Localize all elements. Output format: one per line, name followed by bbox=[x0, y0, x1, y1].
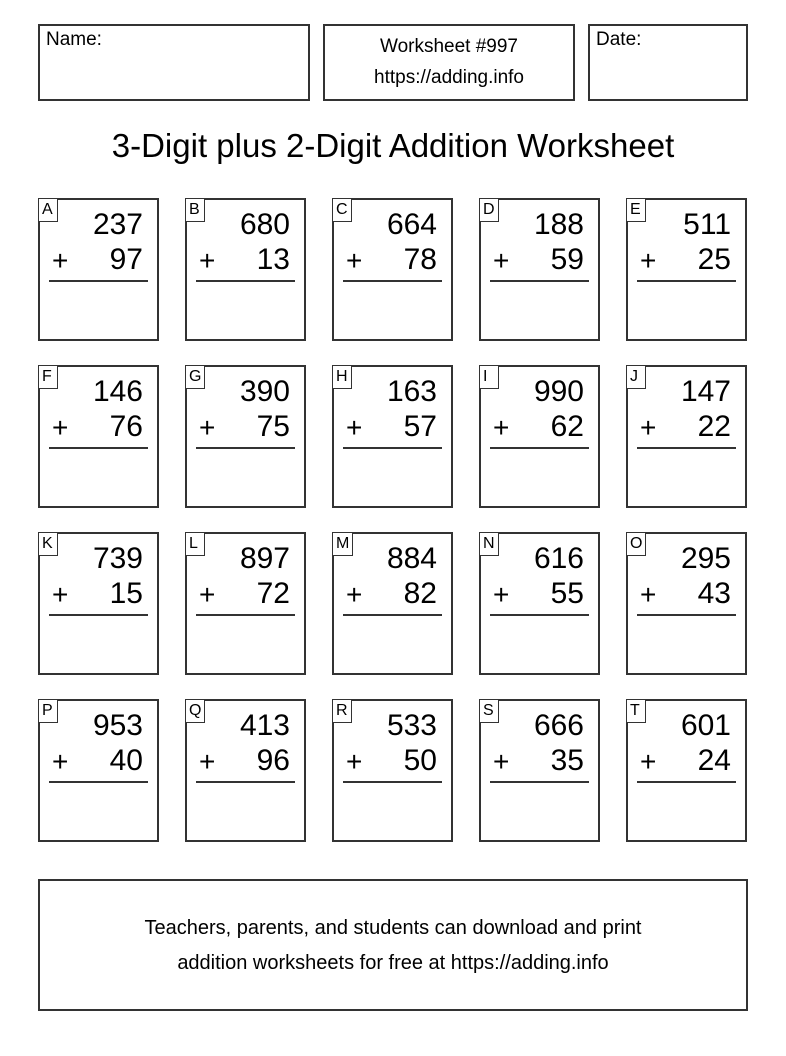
sum-line bbox=[637, 614, 736, 616]
footer-line-1: Teachers, parents, and students can download and print bbox=[144, 917, 642, 939]
addend-top: 953 bbox=[92, 709, 143, 742]
plus-sign: + bbox=[346, 245, 363, 276]
plus-sign: + bbox=[52, 412, 69, 443]
footer-note bbox=[38, 879, 748, 1011]
problem-b bbox=[185, 198, 306, 341]
addend-bottom: 62 bbox=[550, 410, 584, 443]
addend-bottom: 72 bbox=[256, 577, 290, 610]
problem-letter: G bbox=[185, 365, 205, 389]
plus-sign: + bbox=[493, 412, 510, 443]
sum-line bbox=[49, 280, 148, 282]
addend-bottom: 59 bbox=[550, 243, 584, 276]
addend-top: 511 bbox=[683, 208, 731, 241]
addend-top: 739 bbox=[92, 542, 143, 575]
problem-grid bbox=[38, 198, 748, 842]
addend-bottom: 22 bbox=[697, 410, 731, 443]
plus-sign: + bbox=[493, 746, 510, 777]
problem-j bbox=[626, 365, 747, 508]
date-label: Date: bbox=[596, 29, 642, 50]
sum-line bbox=[49, 447, 148, 449]
problem-letter: Q bbox=[185, 699, 205, 723]
problem-letter: A bbox=[38, 198, 58, 222]
problem-letter: T bbox=[626, 699, 646, 723]
problem-c bbox=[332, 198, 453, 341]
problem-s bbox=[479, 699, 600, 842]
footer-line-2: addition worksheets for free at https://adding.info bbox=[177, 952, 609, 974]
sum-line bbox=[49, 781, 148, 783]
plus-sign: + bbox=[640, 412, 657, 443]
sum-line bbox=[343, 447, 442, 449]
addend-bottom: 75 bbox=[256, 410, 290, 443]
problem-letter: K bbox=[38, 532, 58, 556]
problem-letter: R bbox=[332, 699, 352, 723]
addend-top: 163 bbox=[386, 375, 437, 408]
addend-bottom: 97 bbox=[109, 243, 143, 276]
plus-sign: + bbox=[493, 579, 510, 610]
addend-top: 616 bbox=[533, 542, 584, 575]
addend-top: 884 bbox=[386, 542, 437, 575]
addend-bottom: 15 bbox=[109, 577, 143, 610]
worksheet-url: https://adding.info bbox=[374, 67, 524, 88]
sum-line bbox=[196, 781, 295, 783]
plus-sign: + bbox=[346, 746, 363, 777]
plus-sign: + bbox=[199, 579, 216, 610]
addend-top: 147 bbox=[680, 375, 731, 408]
problem-letter: M bbox=[332, 532, 353, 556]
problem-h bbox=[332, 365, 453, 508]
worksheet-info-box bbox=[323, 24, 575, 101]
addend-top: 237 bbox=[92, 208, 143, 241]
problem-letter: L bbox=[185, 532, 205, 556]
plus-sign: + bbox=[199, 746, 216, 777]
sum-line bbox=[490, 781, 589, 783]
addend-top: 601 bbox=[680, 709, 731, 742]
addend-top: 295 bbox=[680, 542, 731, 575]
problem-letter: P bbox=[38, 699, 58, 723]
addend-bottom: 35 bbox=[550, 744, 584, 777]
addend-bottom: 13 bbox=[256, 243, 290, 276]
problem-l bbox=[185, 532, 306, 675]
sum-line bbox=[196, 280, 295, 282]
problem-e bbox=[626, 198, 747, 341]
addend-top: 990 bbox=[533, 375, 584, 408]
addend-top: 680 bbox=[239, 208, 290, 241]
sum-line bbox=[490, 280, 589, 282]
problem-p bbox=[38, 699, 159, 842]
problem-letter: D bbox=[479, 198, 499, 222]
name-label: Name: bbox=[46, 29, 102, 50]
sum-line bbox=[196, 447, 295, 449]
addend-top: 533 bbox=[386, 709, 437, 742]
addend-top: 664 bbox=[386, 208, 437, 241]
problem-q bbox=[185, 699, 306, 842]
plus-sign: + bbox=[52, 746, 69, 777]
problem-n bbox=[479, 532, 600, 675]
addend-bottom: 24 bbox=[697, 744, 731, 777]
name-field-box[interactable] bbox=[38, 24, 310, 101]
sum-line bbox=[343, 614, 442, 616]
sum-line bbox=[637, 781, 736, 783]
worksheet-number: Worksheet #997 bbox=[379, 36, 518, 57]
addend-top: 413 bbox=[239, 709, 290, 742]
problem-r bbox=[332, 699, 453, 842]
sum-line bbox=[343, 781, 442, 783]
addend-top: 146 bbox=[92, 375, 143, 408]
plus-sign: + bbox=[199, 412, 216, 443]
addend-top: 390 bbox=[239, 375, 290, 408]
problem-f bbox=[38, 365, 159, 508]
plus-sign: + bbox=[52, 579, 69, 610]
problem-i bbox=[479, 365, 600, 508]
problem-letter: N bbox=[479, 532, 499, 556]
addend-top: 188 bbox=[533, 208, 584, 241]
plus-sign: + bbox=[640, 746, 657, 777]
problem-letter: B bbox=[185, 198, 205, 222]
addend-bottom: 82 bbox=[403, 577, 437, 610]
problem-a bbox=[38, 198, 159, 341]
addend-bottom: 43 bbox=[697, 577, 731, 610]
sum-line bbox=[49, 614, 148, 616]
problem-letter: H bbox=[332, 365, 352, 389]
problem-k bbox=[38, 532, 159, 675]
problem-letter: I bbox=[479, 365, 499, 389]
sum-line bbox=[637, 447, 736, 449]
problem-t bbox=[626, 699, 747, 842]
sum-line bbox=[196, 614, 295, 616]
problem-letter: C bbox=[332, 198, 352, 222]
problem-d bbox=[479, 198, 600, 341]
plus-sign: + bbox=[346, 412, 363, 443]
plus-sign: + bbox=[346, 579, 363, 610]
plus-sign: + bbox=[640, 579, 657, 610]
plus-sign: + bbox=[493, 245, 510, 276]
addend-bottom: 50 bbox=[403, 744, 437, 777]
sum-line bbox=[637, 280, 736, 282]
plus-sign: + bbox=[640, 245, 657, 276]
date-field-box[interactable] bbox=[588, 24, 748, 101]
addend-bottom: 96 bbox=[256, 744, 290, 777]
sum-line bbox=[490, 614, 589, 616]
addend-bottom: 25 bbox=[697, 243, 731, 276]
problem-g bbox=[185, 365, 306, 508]
problem-letter: S bbox=[479, 699, 499, 723]
plus-sign: + bbox=[52, 245, 69, 276]
addend-bottom: 78 bbox=[403, 243, 437, 276]
problem-letter: O bbox=[626, 532, 646, 556]
problem-letter: J bbox=[626, 365, 646, 389]
page-title: 3-Digit plus 2-Digit Addition Worksheet bbox=[111, 127, 675, 164]
sum-line bbox=[343, 280, 442, 282]
problem-o bbox=[626, 532, 747, 675]
addend-bottom: 40 bbox=[109, 744, 143, 777]
problem-m bbox=[332, 532, 453, 675]
addend-top: 666 bbox=[533, 709, 584, 742]
plus-sign: + bbox=[199, 245, 216, 276]
sum-line bbox=[490, 447, 589, 449]
addend-bottom: 55 bbox=[550, 577, 584, 610]
addend-bottom: 76 bbox=[109, 410, 143, 443]
problem-letter: F bbox=[38, 365, 58, 389]
addend-bottom: 57 bbox=[403, 410, 437, 443]
problem-letter: E bbox=[626, 198, 646, 222]
addend-top: 897 bbox=[239, 542, 290, 575]
